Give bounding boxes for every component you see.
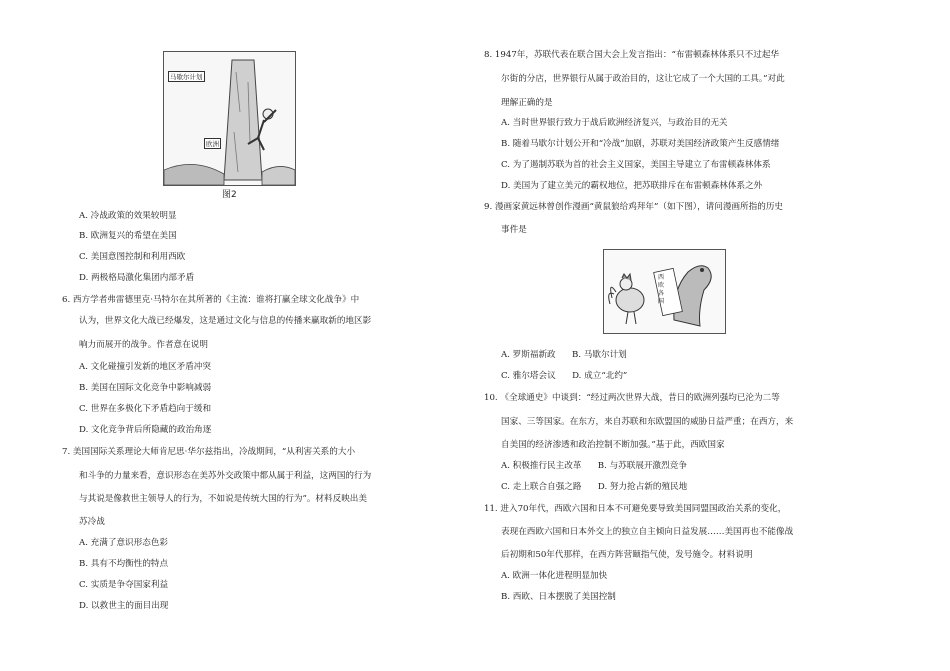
q8-stem-line: 尔街的分店，世界银行从属于政治目的，这让它成了一个大国的工具。”对此 (501, 74, 785, 84)
q5-option-a: A. 冷战政策的效果较明显 (79, 211, 177, 221)
q10-stem-line: 10. 《全球通史》中谈到：“经过两次世界大战，昔日的欧洲列强均已沦为二等 (484, 393, 780, 403)
q6-option-a: A. 文化碰撞引发新的地区矛盾冲突 (79, 362, 211, 372)
q5-option-b: B. 欧洲复兴的希望在美国 (79, 231, 177, 241)
q7-option-b: B. 具有不均衡性的特点 (79, 559, 169, 569)
q6-stem-line: 6. 西方学者弗雷德里克·马特尔在其所著的《主流：谁将打赢全球文化战争》中 (62, 295, 360, 305)
q6-option-d: D. 文化竞争背后所隐藏的政治角逐 (79, 425, 212, 435)
q8-stem-line: 理解正确的是 (501, 98, 553, 108)
q8-option-a: A. 当时世界银行致力于战后欧洲经济复兴，与政治目的无关 (501, 118, 728, 128)
figure-label-europe: 欧洲 (206, 140, 219, 148)
q8-option-c: C. 为了遏制苏联为首的社会主义国家，美国主导建立了布雷顿森林体系 (501, 160, 771, 170)
q7-option-a: A. 充满了意识形态色彩 (79, 538, 169, 548)
q7-stem-line: 7. 美国国际关系理论大师肯尼思·华尔兹指出，冷战期间，“从利害关系的大小 (62, 447, 356, 457)
q6-stem-line: 响力而展开的战争。作者意在说明 (79, 340, 208, 350)
cartoon-figure-weasel-chicken (603, 249, 726, 334)
q7-stem-line: 和斗争的力量来看，意识形态在美苏外交政策中都从属于利益，这两国的行为 (79, 471, 372, 481)
q8-stem-line: 8. 1947年，苏联代表在联合国大会上发言指出：“布雷顿森林体系只不过起华 (484, 50, 780, 60)
q9-stem-line: 事件是 (501, 225, 527, 235)
q11-stem-line: 11. 进入70年代，西欧六国和日本不可避免要导致美国同盟国政治关系的变化， (484, 504, 787, 514)
q7-option-c: C. 实质是争夺国家利益 (79, 580, 169, 590)
figure-caption: 图2 (222, 190, 237, 200)
q11-stem-line: 后初期和50年代那样，在西方阵营颐指气使，发号施令。材料说明 (501, 550, 753, 560)
cartoon-figure-marshall-plan (163, 51, 296, 186)
q9-options-cd: C. 雅尔塔会议 D. 成立“北约” (501, 371, 628, 381)
figure-sign-text: 西欧各国 (658, 274, 665, 305)
q10-stem-line: 自美国的经济渗透和政治控制不断加强。”基于此，西欧国家 (501, 440, 725, 450)
q11-option-b: B. 西欧、日本摆脱了美国控制 (501, 592, 616, 602)
q10-stem-line: 国家、三等国家。在东方，来自苏联和东欧盟国的威胁日益严重；在西方，来 (501, 417, 794, 427)
q7-stem-line: 与其说是像救世主领导人的行为，不如说是传统大国的行为”。材料反映出美 (79, 494, 367, 504)
q6-option-b: B. 美国在国际文化竞争中影响减弱 (79, 383, 212, 393)
q5-option-c: C. 美国意图控制和利用西欧 (79, 252, 186, 262)
q11-option-a: A. 欧洲一体化进程明显加快 (501, 571, 608, 581)
q7-stem-line: 苏冷战 (79, 517, 105, 527)
q10-options-ab: A. 积极推行民主改革 B. 与苏联展开激烈竞争 (501, 461, 687, 471)
q9-stem-line: 9. 漫画家黄远林曾创作漫画“黄鼠狼给鸡拜年”（如下图），请问漫画所指的历史 (484, 202, 784, 212)
q6-stem-line: 认为，世界文化大战已经爆发，这是通过文化与信息的传播来赢取新的地区影 (79, 316, 372, 326)
q8-option-d: D. 美国为了建立美元的霸权地位，把苏联排斥在布雷顿森林体系之外 (501, 181, 763, 191)
q6-option-c: C. 世界在多极化下矛盾趋向于缓和 (79, 404, 212, 414)
q8-option-b: B. 随着马歇尔计划公开和“冷战”加剧，苏联对美国经济政策产生反感情绪 (501, 139, 780, 149)
q11-stem-line: 表现在西欧六国和日本外交上的独立自主倾向日益发展……美国再也不能像战 (501, 527, 794, 537)
figure-label-marshall-plan: 马歇尔计划 (170, 73, 203, 81)
q10-options-cd: C. 走上联合自强之路 D. 努力抢占新的殖民地 (501, 482, 688, 492)
q5-option-d: D. 两极格局激化集团内部矛盾 (79, 273, 195, 283)
q9-options-ab: A. 罗斯福新政 B. 马歇尔计划 (501, 350, 627, 360)
q7-option-d: D. 以救世主的面目出现 (79, 601, 169, 611)
